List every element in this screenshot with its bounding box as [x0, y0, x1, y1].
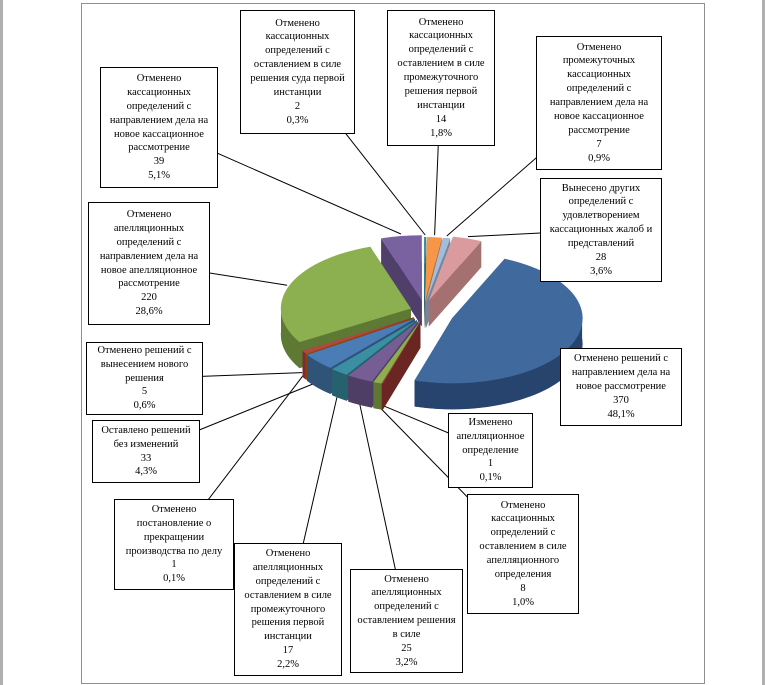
callout-line — [149, 264, 287, 286]
callout-line — [145, 373, 303, 379]
callout-percent: 0,9% — [588, 152, 610, 164]
callout-label: Изменено апелляционное определение — [456, 416, 525, 456]
callout-value: 39 — [153, 156, 165, 168]
callout-label: Отменено промежуточных кассационных определений с направлением дела на новое кассационное рассмотрение — [549, 41, 649, 136]
callout-percent: 4,3% — [135, 466, 157, 478]
callout-percent: 0,1% — [163, 573, 185, 585]
callout-percent: 3,2% — [395, 656, 418, 668]
callout-line — [159, 128, 401, 235]
callout-value: 25 — [401, 642, 412, 654]
callout-line — [146, 383, 316, 452]
pie-slice-rim-10 — [306, 353, 307, 379]
callout-percent: 2,2% — [277, 659, 299, 670]
callout-percent: 0,6% — [133, 400, 156, 412]
callout-percent: 5,1% — [148, 170, 170, 182]
callout-label: Оставлено решений без изменений — [101, 424, 191, 450]
callout-line — [576, 361, 621, 387]
callout-label: Отменено решений с вынесением нового решения — [97, 344, 192, 384]
callout-line — [377, 404, 523, 554]
callout-percent: 0,1% — [479, 472, 502, 484]
callout-value: 370 — [613, 394, 629, 406]
callout-line — [382, 405, 491, 450]
callout-label: Отменено апелляционных определений с оставлением в силе промежуточного решения первой инстанции — [244, 548, 332, 643]
callout-label: Вынесено других определений с удовлетворением кассационных жалоб и представлений — [549, 182, 653, 249]
callout-line — [174, 374, 304, 544]
callout-value: 14 — [435, 113, 447, 125]
callout-value: 1 — [487, 458, 494, 470]
callout-line — [435, 78, 441, 235]
callout-percent: 0,3% — [286, 114, 309, 126]
callout-value: 17 — [282, 645, 294, 657]
callout-label: Отменено решений с направлением дела на новое рассмотрение — [571, 353, 671, 393]
pie-slice-rim-6 — [373, 382, 381, 409]
pie-slice-rim-11 — [303, 351, 306, 379]
callout-value: 7 — [596, 138, 602, 150]
callout-value: 33 — [140, 452, 152, 464]
callout-line — [359, 400, 407, 621]
callout-label: Отменено кассационных определений с направлением дела на новое кассационное рассмотрение — [109, 73, 209, 154]
callout-label: Отменено кассационных определений с оставлением в силе апелляционного определения — [479, 499, 567, 580]
callout-line — [288, 393, 338, 609]
callout-value: 28 — [595, 251, 607, 263]
callout-value: 220 — [141, 292, 157, 304]
callout-label: Отменено апелляционных определений с направлением дела на новое апелляционное рассмотрение — [99, 209, 199, 290]
callout-percent: 28,6% — [135, 306, 163, 318]
callout-line — [447, 103, 599, 236]
callout-line — [468, 230, 601, 237]
callout-value: 1 — [171, 559, 177, 571]
callout-label: Отменено кассационных определений с оставлением в силе промежуточного решения первой инстанции — [397, 16, 485, 111]
callout-label: Отменено апелляционных определений с оставлением решения в силе — [357, 573, 456, 640]
callout-label: Отменено кассационных определений с оставлением в силе решения суда первой инстанции — [250, 17, 345, 98]
callout-percent: 1,8% — [430, 127, 452, 139]
callout-percent: 1,0% — [512, 596, 534, 608]
callout-value: 5 — [141, 386, 148, 398]
callout-line — [298, 72, 426, 235]
callout-percent: 48,1% — [607, 408, 635, 420]
callout-value: 8 — [520, 582, 526, 594]
callout-value: 2 — [294, 100, 301, 112]
callout-label: Отменено постановление о прекращении производства по делу — [125, 503, 223, 557]
pie-slice-rim-5 — [382, 384, 383, 410]
callout-percent: 3,6% — [590, 265, 612, 277]
pie-slice-rim-8 — [332, 369, 346, 400]
